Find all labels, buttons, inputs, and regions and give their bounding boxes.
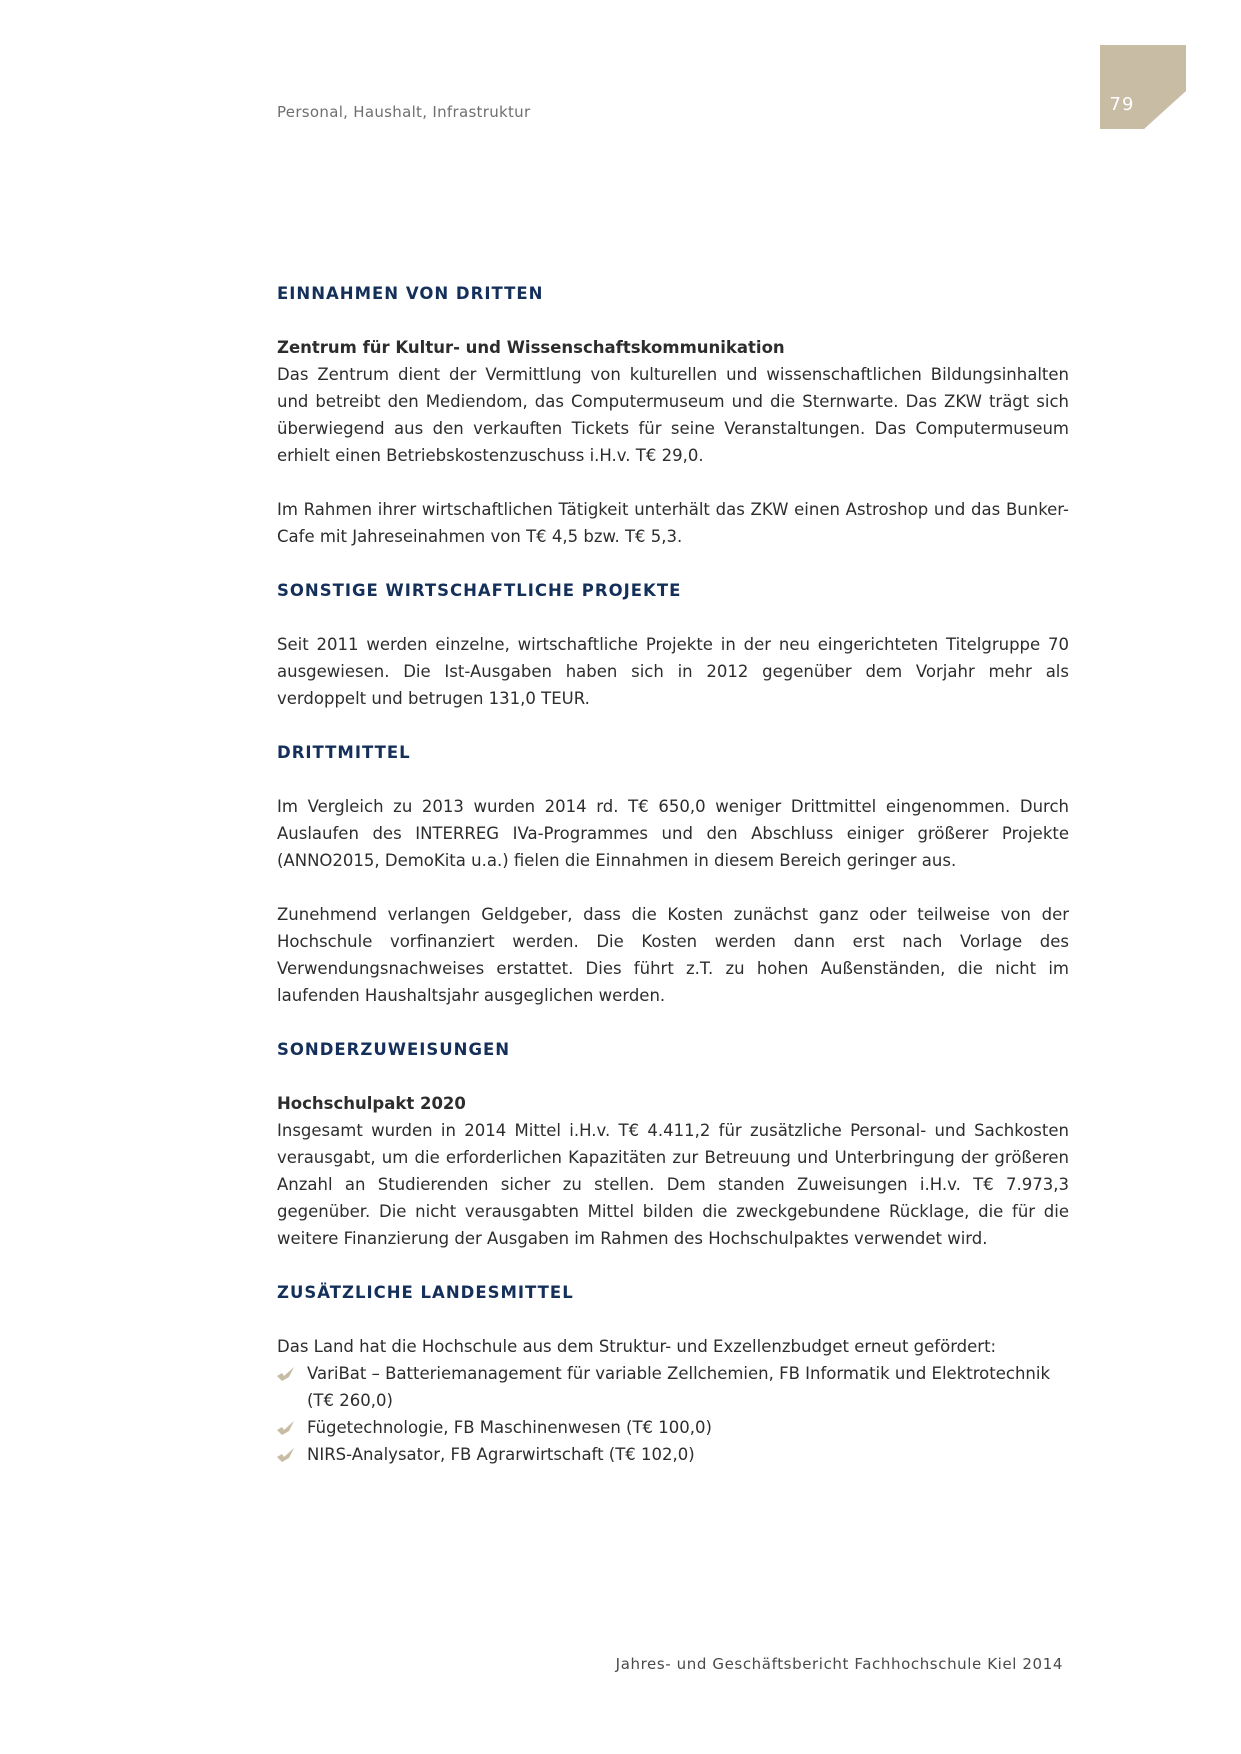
subheading-zkw: Zentrum für Kultur- und Wissenschaftskommunikation (277, 338, 785, 357)
checkmark-bullet-icon (277, 1421, 295, 1435)
paragraph-hochschulpakt: Insgesamt wurden in 2014 Mittel i.H.v. T€ 4.411,2 für zusätzliche Personal- und Sachkosten verausgabt, um die erforderlichen Kapazitäten zur Betreuung und Unterbringung der größeren Anzahl an Studierenden sicher zu stellen. Dem standen Zuweisungen i.H.v. T€ 7.973,3 gegenüber. Die nicht verausgabten Mittel bilden die zweckgebundene Rücklage, die für die weitere Finanzierung der Ausgaben im Rahmen des Hochschulpaktes verwendet wird. (277, 1121, 1069, 1248)
subheading-hochschulpakt: Hochschulpakt 2020 (277, 1094, 466, 1113)
page-header-title: Personal, Haushalt, Infrastruktur (277, 103, 531, 121)
paragraph-zkw-1: Das Zentrum dient der Vermittlung von kulturellen und wissenschaftlichen Bildungsinhalten und betreibt den Mediendom, das Computermuseum und die Sternwarte. Das ZKW trägt sich überwiegend aus den verkauften Tickets für seine Veranstaltungen. Das Computermuseum erhielt einen Betriebskostenzuschuss i.H.v. T€ 29,0. (277, 365, 1069, 465)
paragraph-zkw-2: Im Rahmen ihrer wirtschaftlichen Tätigkeit unterhält das ZKW einen Astroshop und das Bunker-Cafe mit Jahreseinahmen von T€ 4,5 bzw. T€ 5,3. (277, 500, 1069, 546)
list-item (277, 1414, 1069, 1441)
paragraph-sonstige: Seit 2011 werden einzelne, wirtschaftliche Projekte in der neu eingerichteten Titelgruppe 70 ausgewiesen. Die Ist-Ausgaben haben sich in 2012 gegenüber dem Vorjahr mehr als verdoppelt und betrugen 131,0 TEUR. (277, 635, 1069, 708)
checkmark-bullet-icon (277, 1448, 295, 1462)
list-item (277, 1360, 1069, 1414)
paragraph-landesmittel-intro: Das Land hat die Hochschule aus dem Struktur- und Exzellenzbudget erneut gefördert: (277, 1337, 997, 1356)
list-item-text: NIRS-Analysator, FB Agrarwirtschaft (T€ 102,0) (307, 1445, 695, 1464)
heading-drittmittel: DRITTMITTEL (277, 743, 411, 762)
heading-sonstige: SONSTIGE WIRTSCHAFTLICHE PROJEKTE (277, 581, 682, 600)
list-item-text: Fügetechnologie, FB Maschinenwesen (T€ 100,0) (307, 1418, 712, 1437)
page-number: 79 (1109, 94, 1135, 115)
page-corner-shape (1100, 45, 1186, 129)
page-footer: Jahres- und Geschäftsbericht Fachhochschule Kiel 2014 (615, 1655, 1063, 1673)
heading-sonderzuweisungen: SONDERZUWEISUNGEN (277, 1040, 511, 1059)
main-content (277, 280, 1069, 1468)
list-item-text: VariBat – Batteriemanagement für variable Zellchemien, FB Informatik und Elektrotechnik (T€ 260,0) (307, 1364, 1050, 1410)
heading-einnahmen: EINNAHMEN VON DRITTEN (277, 284, 544, 303)
paragraph-drittmittel-1: Im Vergleich zu 2013 wurden 2014 rd. T€ 650,0 weniger Drittmittel eingenommen. Durch Auslaufen des INTERREG IVa-Programmes und den Abschluss einiger größerer Projekte (ANNO2015, DemoKita u.a.) fielen die Einnahmen in diesem Bereich geringer aus. (277, 797, 1069, 870)
checkmark-bullet-icon (277, 1367, 295, 1381)
funding-list (277, 1360, 1069, 1468)
paragraph-drittmittel-2: Zunehmend verlangen Geldgeber, dass die Kosten zunächst ganz oder teilweise von der Hochschule vorfinanziert werden. Die Kosten werden dann erst nach Vorlage des Verwendungsnachweises erstattet. Dies führt z.T. zu hohen Außenständen, die nicht im laufenden Haushaltsjahr ausgeglichen werden. (277, 905, 1069, 1005)
heading-landesmittel: ZUSÄTZLICHE LANDESMITTEL (277, 1283, 574, 1302)
list-item (277, 1441, 1069, 1468)
